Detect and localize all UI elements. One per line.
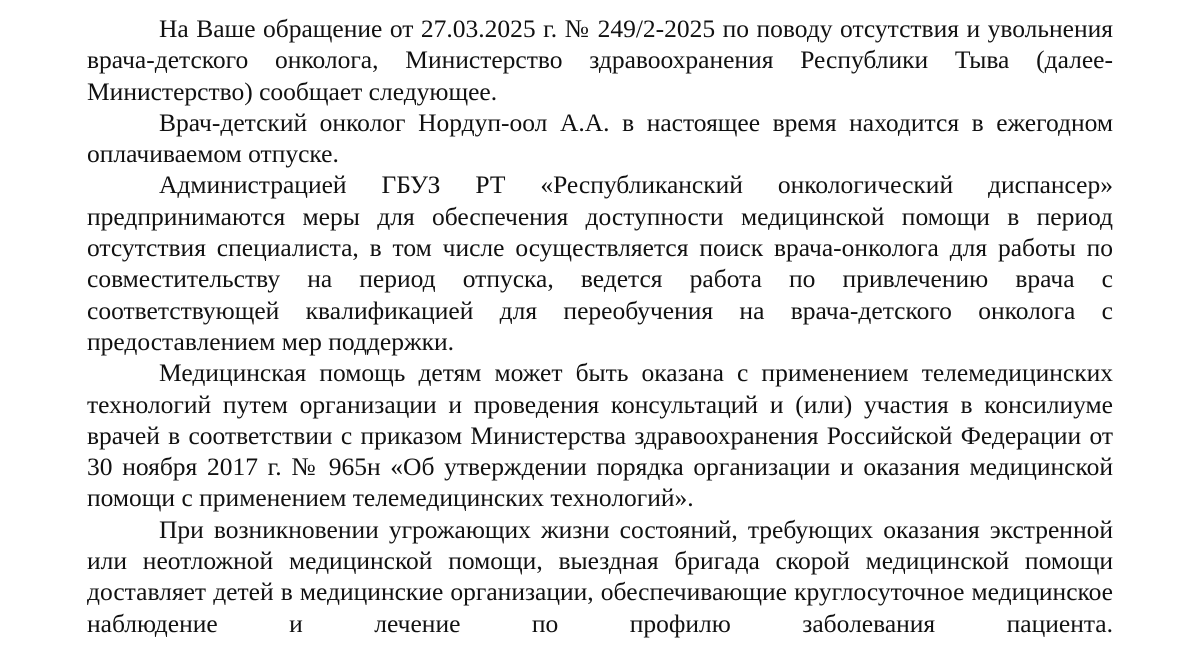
paragraph-administration-measures: Администрацией ГБУЗ РТ «Республиканский онкологический диспансер» предпринимаются меры для обеспечения доступности медицинской помощи в период отсутствия специалиста, в том числе осуществляется поиск врача-онколога для работы по совместительству на период отпуска, ведется работа по привлечению врача с соответствующей квалификацией для переобучения на врача-детского онколога с предоставлением мер поддержки. [87, 170, 1113, 356]
paragraph-doctor-vacation: Врач-детский онколог Нордуп-оол А.А. в настоящее время находится в ежегодном оплачиваемом отпуске. [87, 107, 1113, 169]
paragraph-emergency-care: При возникновении угрожающих жизни состояний, требующих оказания экстренной или неотложной медицинской помощи, выездная бригада скорой медицинской помощи доставляет детей в медицинские организации, обеспечивающие круглосуточное медицинское наблюдение и лечение по профилю заболевания пациента. [87, 514, 1113, 638]
paragraph-telemedicine: Медицинская помощь детям может быть оказана с применением телемедицинских технологий путем организации и проведения консультаций и (или) участия в консилиуме врачей в соответствии с приказом Министерства здравоохранения Российской Федерации от 30 ноября 2017 г. № 965н «Об утверждении порядка организации и оказания медицинской помощи с применением телемедицинских технологий». [87, 358, 1113, 513]
paragraph-appeal-reference: На Ваше обращение от 27.03.2025 г. № 249/2-2025 по поводу отсутствия и увольнения врача-детского онколога, Министерство здравоохранения Республики Тыва (далее-Министерство) сообщает следующее. [87, 14, 1113, 106]
letter-body [87, 13, 1113, 639]
